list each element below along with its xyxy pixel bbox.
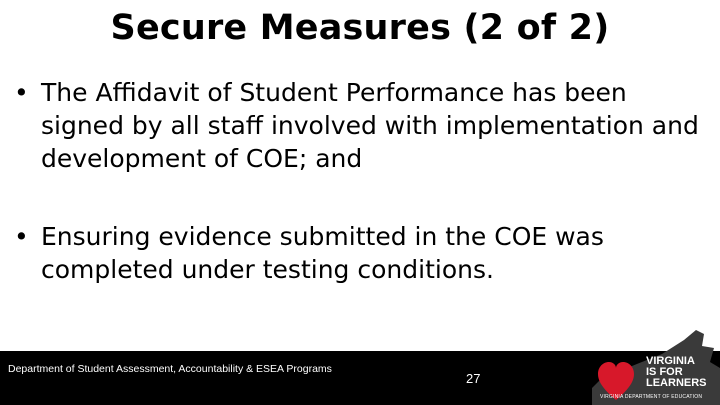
- page-number: 27: [466, 371, 481, 386]
- bullet-dot: •: [14, 222, 29, 251]
- logo-wordmark: [646, 356, 707, 389]
- bullet-item: [14, 220, 704, 286]
- bullet-text: Ensuring evidence submitted in the COE was completed under testing conditions.: [41, 222, 604, 284]
- footer-department: Department of Student Assessment, Accountability & ESEA Programs: [8, 363, 332, 375]
- logo-line-1: VIRGINIA: [646, 355, 695, 367]
- bullet-dot: •: [14, 78, 29, 107]
- logo-subtitle: VIRGINIA DEPARTMENT OF EDUCATION: [600, 394, 703, 400]
- slide-title: Secure Measures (2 of 2): [110, 8, 610, 48]
- logo-line-3: LEARNERS: [646, 377, 707, 389]
- logo-line-2: IS FOR: [646, 366, 683, 378]
- bullet-item: [14, 76, 704, 175]
- bullet-text: The Affidavit of Student Performance has been signed by all staff involved with implementation and development of COE; and: [41, 78, 699, 173]
- bullet-list: [14, 76, 704, 286]
